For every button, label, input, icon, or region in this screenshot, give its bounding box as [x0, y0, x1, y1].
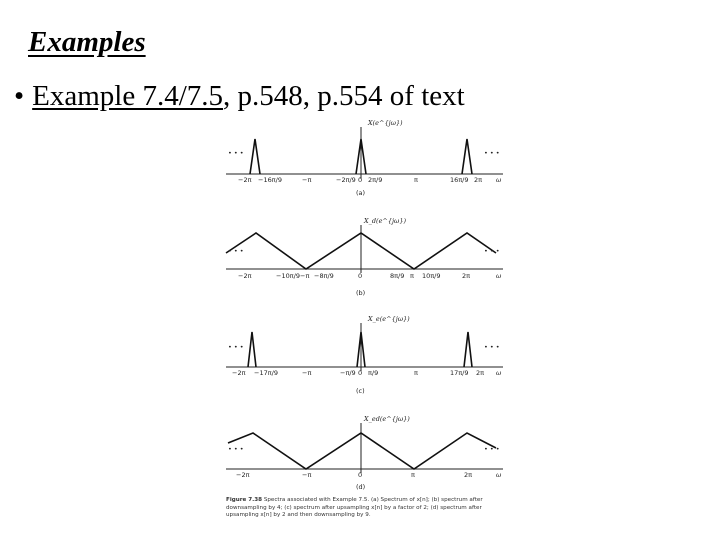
panel-b-tick-6: 8π/9 [390, 272, 405, 280]
panel-b-tick-2: −10π/9 [276, 272, 300, 280]
panel-b-tick-7: π [410, 272, 414, 280]
panel-a-axis-label: X(e^{jω}) [368, 119, 403, 127]
panel-a-left-spike [250, 139, 260, 174]
panel-a-tick-1: −2π [238, 176, 252, 184]
panel-d-tick-3: 0 [358, 471, 363, 479]
panel-c-left-ellipsis: • • • [228, 343, 244, 351]
panel-d-tick-2: −π [302, 471, 312, 479]
panel-d-omega: ω [496, 471, 502, 479]
panel-d-sublabel: (d) [356, 483, 366, 491]
panel-a-tick-8: 16π/9 [450, 176, 469, 184]
panel-b-left-ellipsis: • • • [228, 247, 244, 255]
panel-a-right-spike [462, 139, 472, 174]
panel-b [226, 217, 503, 297]
figure-caption [226, 497, 516, 520]
panel-d-triangle-wave [228, 433, 496, 469]
panel-b-right-ellipsis: • • • [484, 247, 500, 255]
panel-d-right-ellipsis: • • • [484, 445, 500, 453]
spectra-figure [218, 113, 518, 540]
panel-b-omega: ω [496, 272, 502, 280]
bullet-symbol: • [14, 80, 25, 112]
panel-b-tick-5: 0 [358, 272, 363, 280]
panel-c-tick-7: π [414, 369, 418, 377]
panel-d [226, 415, 503, 491]
panel-a-tick-9: 2π [474, 176, 483, 184]
figure-caption-text: Spectra associated with Example 7.5. (a) Spectrum of x[n]; (b) spectrum after downsampling by 4; (c) spectrum after upsampling x[n] by a factor of 2; (d) spectrum after upsampling x[n] by 2 and then downsampling by 9. [226, 497, 483, 519]
panel-c-tick-6: π/9 [368, 369, 379, 377]
panel-d-tick-4: π [411, 471, 415, 479]
panel-b-tick-3: −π [300, 272, 310, 280]
panel-a-sublabel: (a) [356, 189, 366, 197]
panel-c-right-ellipsis: • • • [484, 343, 500, 351]
panel-c-tick-2: −17π/9 [254, 369, 278, 377]
panel-d-left-ellipsis: • • • [228, 445, 244, 453]
panel-a-tick-2: −16π/9 [258, 176, 282, 184]
panel-c-tick-1: −2π [232, 369, 246, 377]
example-link[interactable]: Example 7.4/7.5 [32, 80, 224, 112]
figure-caption-label: Figure 7.38 [226, 497, 263, 503]
panel-a-left-ellipsis: • • • [228, 149, 244, 157]
panel-a-tick-4: −2π/9 [336, 176, 356, 184]
panel-b-tick-9: 2π [462, 272, 471, 280]
panel-c-right-spike [464, 332, 472, 367]
panel-b-tick-4: −8π/9 [314, 272, 334, 280]
panel-c-tick-5: 0 [358, 369, 363, 377]
slide-title: Examples [28, 26, 146, 58]
panel-b-sublabel: (b) [356, 289, 366, 297]
panel-b-tick-8: 10π/9 [422, 272, 441, 280]
panel-a-right-ellipsis: • • • [484, 149, 500, 157]
panel-d-tick-1: −2π [236, 471, 250, 479]
panel-a-tick-7: π [414, 176, 418, 184]
panel-a-tick-6: 2π/9 [368, 176, 383, 184]
panel-c [226, 315, 503, 395]
panel-c-tick-3: −π [302, 369, 312, 377]
panel-c-tick-9: 2π [476, 369, 485, 377]
panel-c-sublabel: (c) [356, 387, 365, 395]
spectra-plots [218, 113, 518, 493]
panel-c-tick-8: 17π/9 [450, 369, 469, 377]
panel-a-omega: ω [496, 176, 502, 184]
panel-c-tick-4: −π/9 [340, 369, 356, 377]
panel-d-tick-5: 2π [464, 471, 473, 479]
panel-b-tick-1: −2π [238, 272, 252, 280]
panel-c-omega: ω [496, 369, 502, 377]
example-reference-text: , p.548, p.554 of text [223, 80, 465, 112]
panel-a [226, 119, 503, 197]
panel-c-left-spike [248, 332, 256, 367]
panel-b-axis-label: X_d(e^{jω}) [364, 217, 406, 225]
panel-a-tick-3: −π [302, 176, 312, 184]
example-bullet [14, 80, 465, 113]
panel-a-tick-5: 0 [358, 176, 363, 184]
panel-c-axis-label: X_e(e^{jω}) [368, 315, 410, 323]
panel-d-axis-label: X_ed(e^{jω}) [364, 415, 410, 423]
